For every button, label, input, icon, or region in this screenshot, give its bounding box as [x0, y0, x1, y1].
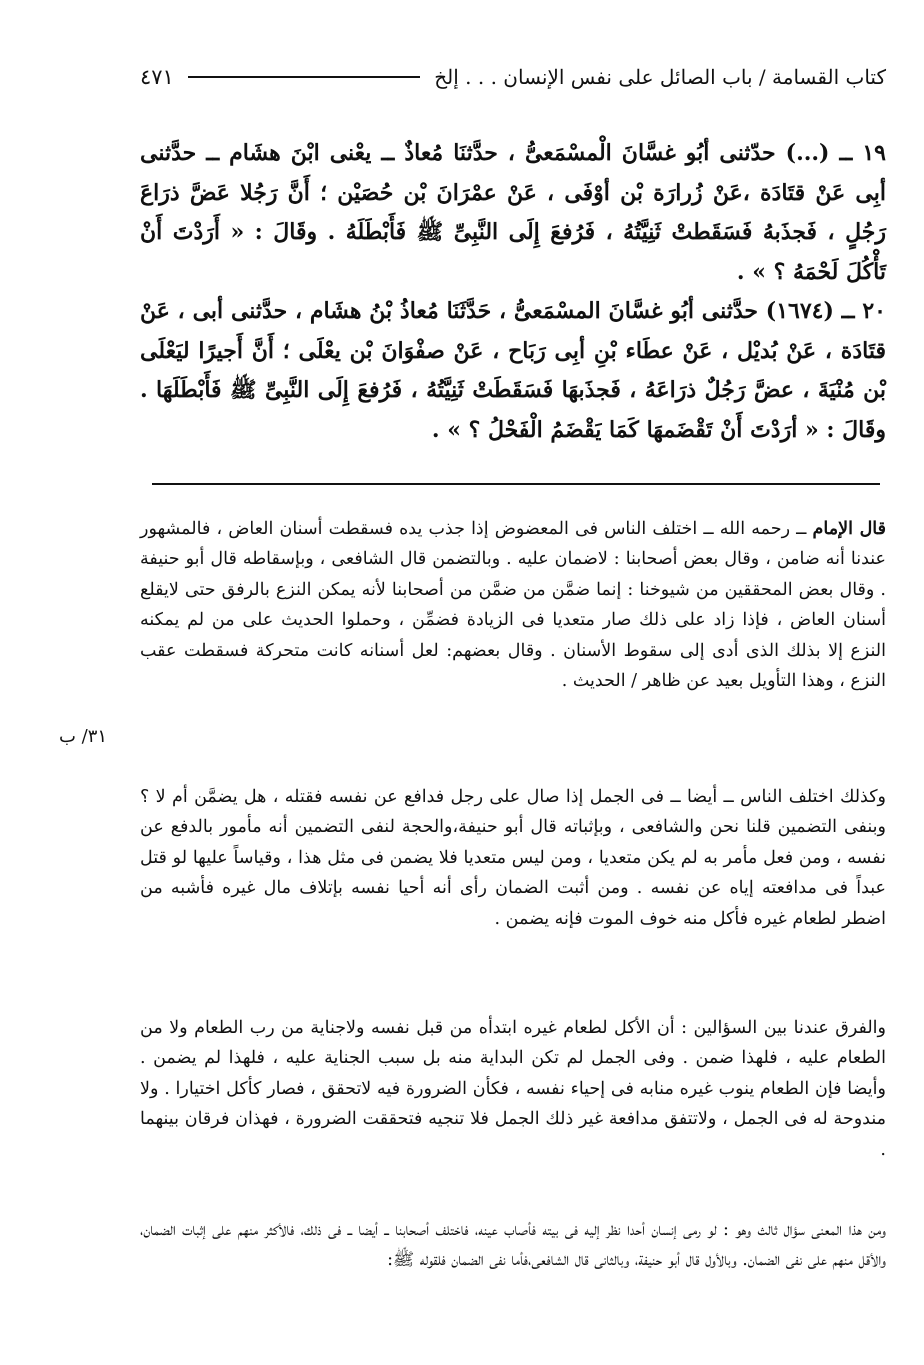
hadith-20: ٢٠ ــ (١٦٧٤) حدَّثنى أبُو غسَّانَ المسْمَعىُّ ، حَدَّثَنَا مُعاذُ بْنُ هشَام ، حدَّثنى أبى ، عَنْ قتَادَة ، عَنْ بُديْل ، عَنْ عطَاء بْنِ أبِى رَبَاح ، عَنْ صفْوَانَ بْن يعْلَى ؛ أَنَّ أَجيرًا ليَعْلَى بْن مُنْيَةَ ، عضَّ رَجُلٌ ذرَاعَهُ ، فَجذَبهَا فَسَقَطَتْ ثَنِيَّتُهُ ، فَرُفعَ إِلَى النَّبِىِّ ﷺ فَأَبْطَلَهَا . وقَالَ : « أرَدْتَ أَنْ تَقْضَمهَا كَمَا يَقْضَمُ الْفَحْلُ ؟ » . [140, 298, 886, 443]
section-divider [152, 483, 880, 485]
commentary-paragraph-4: ومن هذا المعنى سؤال ثالث وهو : لو رمى إنسان أحدا نظر إليه فى بيته فأصاب عينه، فاختلف أصحابنا ــ أيضا ــ فى ذلك، فالأكثر منهم على إثبات الضمان، والأقل منهم على نفى الضمان. وبالأول قال أبو حنيفة، وبالثانى قال الشافعى،فأما نفى الضمان فلقوله ﷺ: [140, 1219, 886, 1271]
commentary-text: ــ رحمه الله ــ اختلف الناس فى المعضوض إذا جذب يده فسقطت أسنان العاض ، فالمشهور عندنا أنه ضامن ، وقال بعض أصحابنا : لاضمان عليه . وبالتضمن قال الشافعى ، وبإسقاطه قال أبو حنيفة . وقال بعض المحققين من شيوخنا : إنما ضمَّن من ضمَّن من أصحابنا لأنه يمكن النزع بالرفق حتى لايقلع أسنان العاض ، فإذا زاد على ذلك صار متعديا فى الزيادة فضمِّن ، وحملوا الحديث على من لم يمكنه النزع إلا بذلك الذى أدى إلى سقوط الأسنان . وقال بعضهم: لعل أسنانه كانت متحركة فسقطت عقب النزع ، وهذا التأويل بعيد عن ظاهر / الحديث . [140, 518, 886, 692]
header-rule [188, 76, 420, 78]
commentary-lead: قال الإمام [812, 518, 887, 539]
commentary-paragraph-1 [140, 514, 886, 698]
manuscript-folio-note: ٣١/ ب [58, 726, 108, 747]
commentary-paragraph-3: والفرق عندنا بين السؤالين : أن الأكل لطعام غيره ابتدأه من قبل نفسه ولاجناية من رب الطعام ولا من الطعام عليه ، فلهذا ضمن . وفى الجمل لم تكن البداية منه بل سبب الجناية عليه ، فلهذا لم يضمن . وأيضا فإن الطعام ينوب غيره منابه فى إحياء نفسه ، فكأن الضرورة فيه لاتحقق ، فصار كأكل اختيارا . ولا مندوحة له فى الجمل ، ولاتتفق مدافعة غير ذلك الجمل فلا تنجيه فتحققت الضرورة ، فهذان فرقان بينهما . [140, 1017, 886, 1160]
running-header [140, 60, 886, 94]
header-title: كتاب القسامة / باب الصائل على نفس الإنسان . . . إلخ [434, 65, 886, 89]
page-number: ٤٧١ [140, 65, 174, 89]
commentary-paragraph-2: وكذلك اختلف الناس ــ أيضا ــ فى الجمل إذا صال على رجل فدافع عن نفسه فقتله ، هل يضمَّن أم لا ؟ وبنفى التضمين قلنا نحن والشافعى ، وبإثباته قال أبو حنيفة،والحجة لنفى التضمين أنه مأمور بالدفع عن نفسه ، ومن فعل مأمر به لم يكن متعديا ، ومن ليس متعديا فلا يضمن فى مثل هذا ، وقياساً عليها لو قتل عبداً فى مدافعته إياه عن نفسه . ومن أثبت الضمان رأى أنه أحيا نفسه بإتلاف مال غيره فأشبه من اضطر لطعام غيره فأكل منه خوف الموت فإنه يضمن . [140, 786, 886, 929]
hadith-19: ١٩ ــ (...) حدّثنى أبُو غسَّانَ الْمسْمَعىُّ ، حدَّثنَا مُعاذٌ ــ يعْنى ابْنَ هشَام ــ حدَّثنى أبِى عَنْ قتَادَة ،عَنْ زُرارَة بْن أوْفَى ، عَنْ عمْرَانَ بْن حُصَيْن ؛ أَنَّ رَجُلا عَضَّ ذرَاعَ رَجُلٍ ، فَجذَبهُ فَسَقَطتْ ثَنِيَّتُهُ ، فَرُفعَ إِلَى النَّبِىِّ ﷺ فَأَبْطَلَهُ . وقَالَ : « أَرَدْتَ أَنْ تَأْكُلَ لَحْمَهُ ؟ » . [140, 140, 886, 285]
